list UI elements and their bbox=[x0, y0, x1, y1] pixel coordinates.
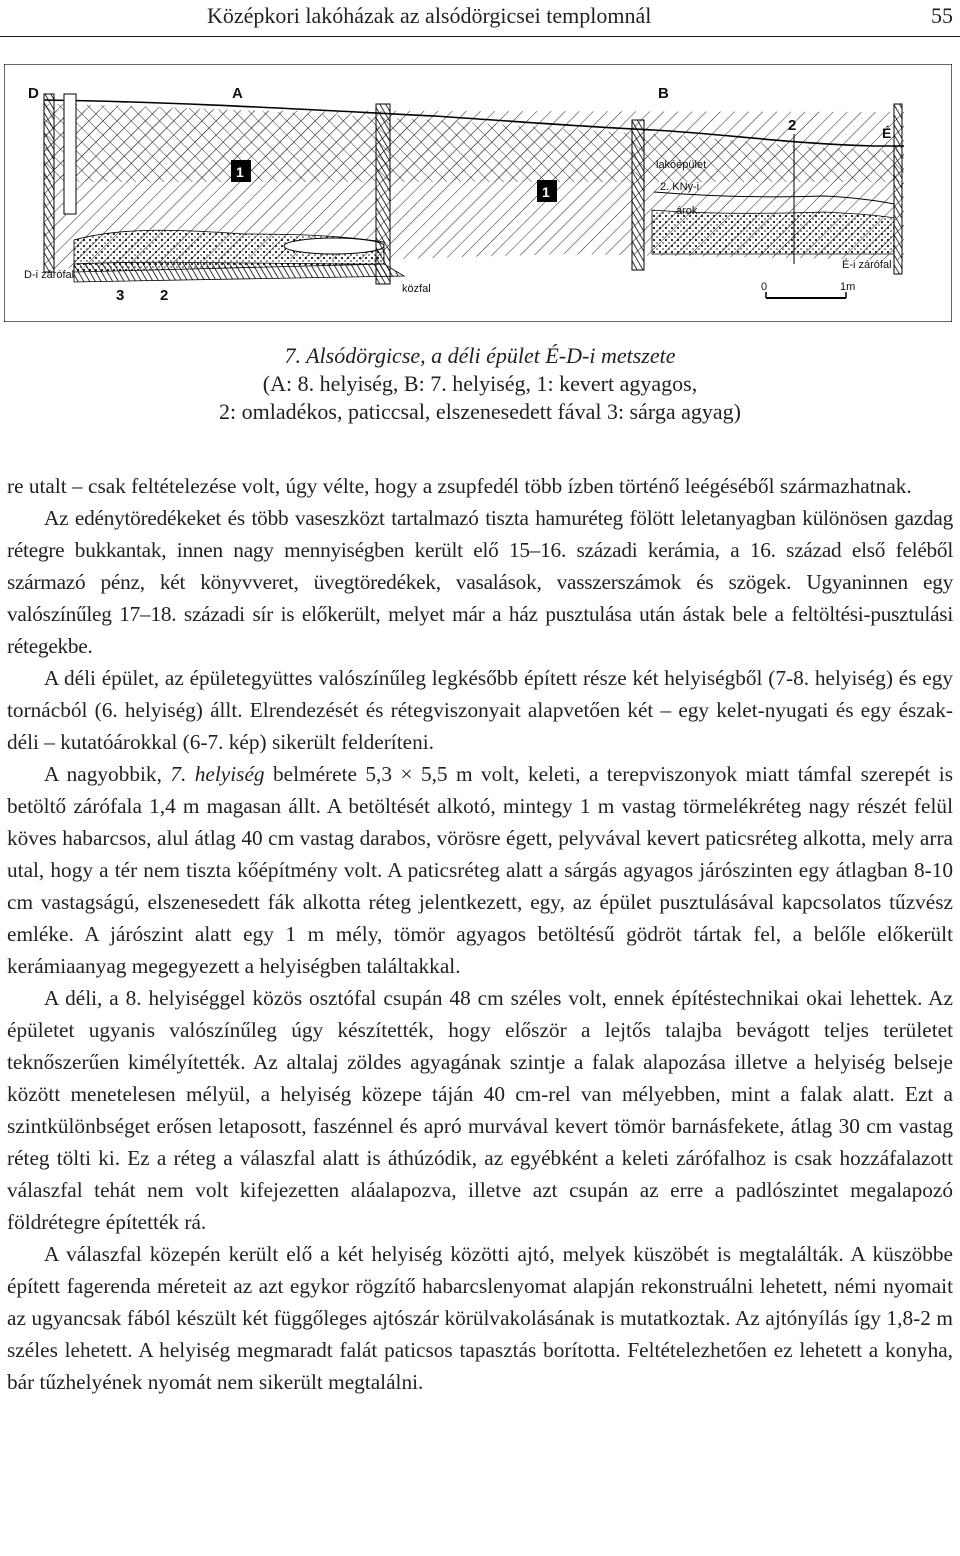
page-number: 55 bbox=[931, 3, 953, 28]
partition-wall bbox=[376, 104, 390, 284]
label-e-zarofal: É-i zárófal bbox=[842, 259, 892, 271]
label-lakoepulet: lakóépület bbox=[656, 159, 707, 171]
room-7-italic: 7. helyiség bbox=[170, 762, 265, 786]
paragraph-4-rest: belmérete 5,3 × 5,5 m volt, keleti, a terepviszonyok miatt támfal szerepét is betöltő zárófala 1,4 m magasan állt. A betöltését alkotó, mintegy 1 m vastag törmelékréteg nagy részét felül köves habarcsos, alul átlag 40 cm vastag darabos, vörösre égett, pelyvával kevert paticsréteg alkotta, mely arra utal, hogy a tér nem tiszta kőépítmény volt. A paticsréteg alatt a sárgás agyagos járószinten egy átlagban 8-10 cm vastagságú, elszenesedett fák alkotta réteg jelentkezett, egy, az épület pusztulásával kapcsolatos tűzvész emléke. A járószint alatt egy 1 m mély, tömör agyagos betöltésű gödröt tártak fel, a belőle előkerült kerámiaanyag megegyezett a helyiségben találtakkal. bbox=[7, 762, 953, 978]
label-kozfal: közfal bbox=[402, 283, 431, 295]
label-a: A bbox=[232, 85, 243, 102]
paragraph-6: A válaszfal közepén került elő a két helyiség közötti ajtó, melyek küszöbét is megtalálták. A küszöbbe épített fagerenda méreteit az azt egykor rögzítő habarcslenyomat alapján rekonstruálni lehetett, némi nyomait az ugyancsak fából készült két függőleges ajtószár körülvakolásának is mutatkoztak. Az ajtónyílás így 1,8-2 m széles lehetett. A helyiség megmaradt falát paticsos tapasztás borította. Feltételezhetően ez lehetett a konyha, bár tűzhelyének nyomát nem sikerült megtalálni. bbox=[7, 1242, 953, 1394]
south-wall-inner bbox=[64, 94, 76, 214]
figure-caption bbox=[0, 342, 960, 426]
layer-1-number-b: 1 bbox=[542, 184, 550, 200]
section-drawing-svg bbox=[4, 64, 952, 322]
paragraph-4 bbox=[7, 758, 953, 982]
header-rule bbox=[0, 36, 960, 37]
label-kny: 2. KNy-i bbox=[660, 181, 700, 193]
scale-one-meter: 1m bbox=[840, 281, 856, 293]
paragraph-4-start: A nagyobbik, bbox=[44, 762, 171, 786]
paragraph-1: re utalt – csak feltételezése volt, úgy vélte, hogy a zsupfedél több ízben történő leégéséből származhatnak. bbox=[7, 474, 912, 498]
label-2-bottom: 2 bbox=[160, 287, 169, 304]
label-3: 3 bbox=[116, 287, 125, 304]
layer-1-number-a: 1 bbox=[236, 164, 244, 180]
caption-line-2: (A: 8. helyiség, B: 7. helyiség, 1: kevert agyagos, bbox=[262, 371, 698, 396]
south-wall bbox=[44, 94, 54, 272]
paragraph-5: A déli, a 8. helyiséggel közös osztófal csupán 48 cm széles volt, ennek építéstechnikai okai lehettek. Az épületet ugyanis valószínűleg úgy készítették, hogy először a lejtős talajba bevágott teljes területet teknőszerűen kimélyítették. Az altalaj zöldes agyagának szintje a falak alapozása illetve a helyiség belseje között menetelesen mélyül, a helyiség közepe táján 40 cm-rel van mélyebben, mint a falak alatt. Ezt a szintkülönbséget erősen letaposott, faszénnel és apró murvával kevert tömör barnásfekete, átlag 30 cm vastag réteg tölti ki. Ez a réteg a válaszfal alatt is áthúzódik, az egyébként a keleti zárófalhoz is csak hozzáfalazott válaszfal tehát nem volt kifejezetten aláalapozva, illetve azt csupán az erre a padlószintet megalapozó földrétegre építették rá. bbox=[7, 986, 953, 1234]
label-2-top: 2 bbox=[788, 117, 797, 134]
label-d-zarofal: D-i zárófal bbox=[24, 269, 75, 281]
north-wall bbox=[894, 104, 902, 274]
charred-wood-lens bbox=[284, 238, 384, 254]
scale-zero: 0 bbox=[761, 281, 768, 293]
paragraph-2: Az edénytöredékeket és több vaseszközt tartalmazó tiszta hamuréteg fölött leletanyagban különösen gazdag rétegre bukkantak, innen nagy mennyiségben került elő 15–16. századi kerámia, a 16. század első feléből származó pénz, két könyvveret, üvegtöredékek, vasalások, vasszerszámok és szögek. Ugyaninnen egy valószínűleg 17–18. századi sír is előkerült, melyet már a ház pusztulása után ástak bele a feltöltési-pusztulási rétegekbe. bbox=[7, 506, 953, 658]
paragraph-3: A déli épület, az épületegyüttes valószínűleg legkésőbb épített része két helyiségből (7-8. helyiség) és egy tornácból (6. helyiség) állt. Elrendezését és rétegviszonyait alapvetően két – egy kelet-nyugati és egy észak-déli – kutatóárokkal (6-7. kép) sikerült felderíteni. bbox=[7, 666, 953, 754]
caption-line-3: 2: omladékos, paticcsal, elszenesedett fával 3: sárga agyag) bbox=[219, 399, 741, 424]
caption-line-1: 7. Alsódörgicse, a déli épület É-D-i metszete bbox=[284, 343, 676, 368]
running-title: Középkori lakóházak az alsódörgicsei templomnál bbox=[207, 3, 652, 28]
label-e: É bbox=[882, 125, 892, 141]
section-drawing bbox=[4, 64, 952, 322]
label-b: B bbox=[658, 85, 669, 102]
body-text bbox=[7, 470, 953, 1398]
middle-wall bbox=[632, 120, 644, 270]
label-d: D bbox=[28, 85, 39, 102]
running-header bbox=[0, 0, 960, 40]
label-arok: árok bbox=[676, 205, 698, 217]
